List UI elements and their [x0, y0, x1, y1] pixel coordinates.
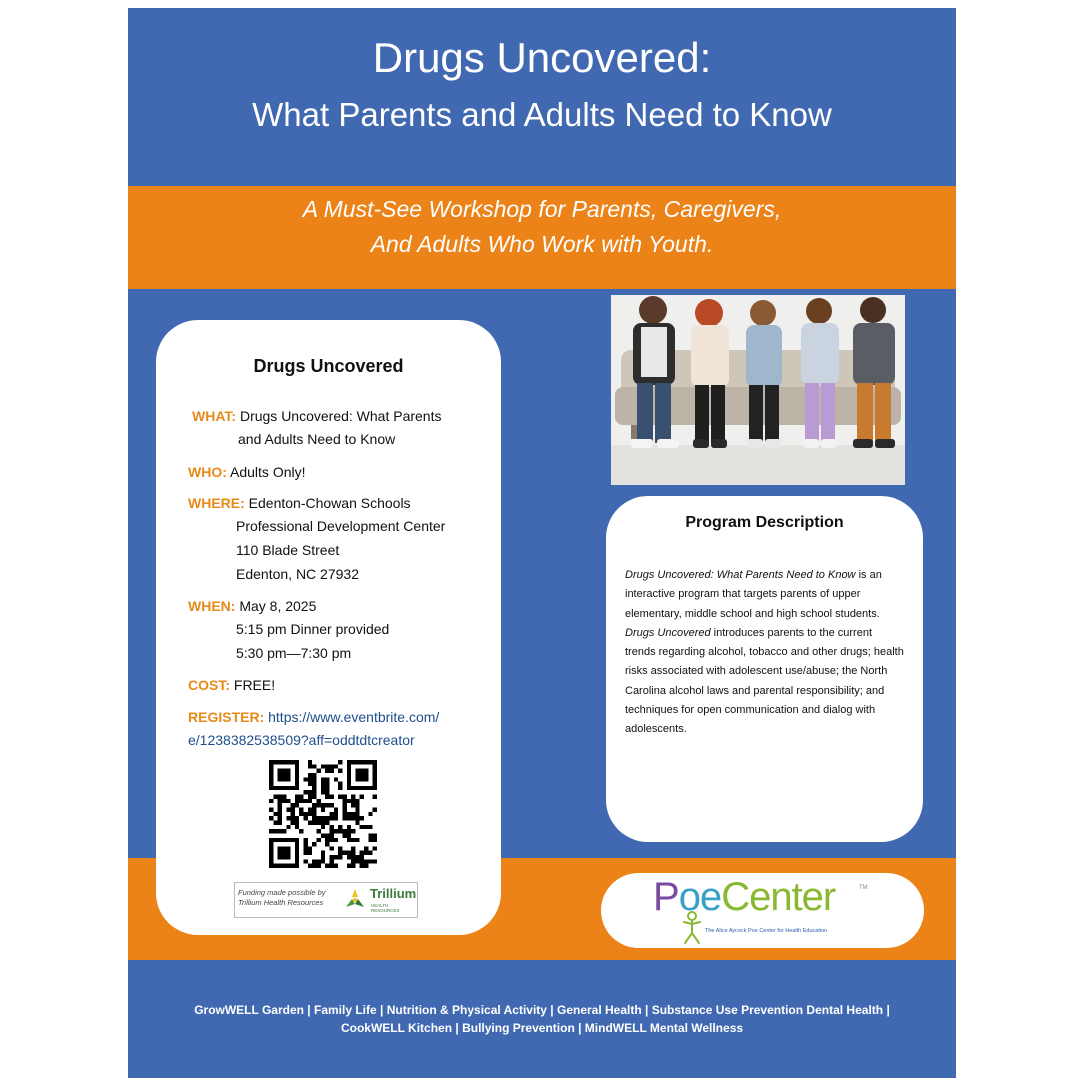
- program-body-emphasis-2: Drugs Uncovered: [625, 626, 711, 639]
- wordmark-oe: oe: [678, 875, 722, 919]
- cost-value: FREE!: [233, 677, 276, 693]
- cost-label: COST:: [188, 677, 230, 693]
- where-value-line-3: 110 Blade Street: [236, 542, 340, 558]
- when-label: WHEN:: [188, 598, 236, 614]
- cost-row: [188, 673, 275, 697]
- funding-text: [238, 888, 326, 908]
- register-label: REGISTER:: [188, 709, 265, 725]
- who-value: Adults Only!: [230, 464, 306, 480]
- when-value: May 8, 2025: [239, 598, 317, 614]
- tagline-banner: [128, 186, 956, 289]
- when-value-line-3: 5:30 pm—7:30 pm: [236, 645, 352, 661]
- program-description-card: [606, 496, 923, 842]
- register-row: [188, 705, 439, 729]
- program-body-text-1: is an interactive program that targets parents of upper elementary, middle school and high school students.: [625, 569, 882, 620]
- footer-programs-line-2: CookWELL Kitchen | Bullying Prevention | MindWELL Mental Wellness: [340, 1021, 744, 1035]
- trillium-logo-name: Trillium: [370, 886, 417, 901]
- event-details-card: [156, 320, 501, 935]
- funding-credit: [234, 882, 418, 918]
- tagline-line-1: A Must-See Workshop for Parents, Caregivers,: [302, 196, 782, 222]
- where-row: [188, 491, 411, 515]
- when-row: [188, 594, 316, 618]
- what-row: [192, 404, 441, 428]
- poe-center-tagline: The Alice Aycock Poe Center for Health Education: [705, 928, 828, 934]
- register-link[interactable]: https://www.eventbrite.com/: [268, 709, 440, 725]
- tagline-line-2: And Adults Who Work with Youth.: [370, 231, 714, 257]
- program-body-text-2: introduces parents to the current trends regarding alcohol, tobacco and other drugs; health risks associated with adolescent use/abuse; the North Carolina alcohol laws and parental responsibility; and techniques for open communication and dialog with adolescents.: [625, 626, 904, 736]
- funding-line-2: Trillium Health Resources: [238, 898, 324, 907]
- trillium-logo-subtitle: HEALTH RESOURCES: [371, 903, 400, 913]
- funding-line-1: Funding made possible by: [238, 888, 326, 897]
- qr-code-icon[interactable]: [269, 760, 377, 868]
- what-label: WHAT:: [192, 408, 237, 424]
- program-title: Program Description: [685, 514, 844, 531]
- wordmark-p: P: [653, 875, 679, 919]
- register-link-line-2[interactable]: e/1238382538509?aff=oddtdtcreator: [188, 732, 415, 748]
- program-body-emphasis-1: Drugs Uncovered: What Parents Need to Know: [625, 569, 856, 581]
- where-value-line-4: Edenton, NC 27932: [236, 566, 359, 582]
- where-value-line-2: Professional Development Center: [236, 518, 446, 534]
- trademark-mark: TM: [859, 885, 868, 891]
- stick-figure-icon: [681, 911, 703, 945]
- where-label: WHERE:: [188, 495, 245, 511]
- program-body: [625, 566, 905, 740]
- page-subtitle: What Parents and Adults Need to Know: [252, 96, 832, 133]
- what-value: Drugs Uncovered: What Parents: [239, 408, 442, 424]
- what-value-line-2: and Adults Need to Know: [238, 431, 396, 447]
- who-label: WHO:: [188, 464, 227, 480]
- who-row: [188, 460, 306, 484]
- wordmark-center: Center: [721, 875, 836, 919]
- page-title: Drugs Uncovered:: [372, 34, 712, 81]
- event-card-title: Drugs Uncovered: [253, 356, 404, 376]
- poe-center-logo: [601, 873, 924, 948]
- footer-programs-line-1: GrowWELL Garden | Family Life | Nutrition & Physical Activity | General Health | Substance Use Prevention Dental Health |: [194, 1003, 890, 1017]
- flyer: [128, 8, 956, 1078]
- where-value: Edenton-Chowan Schools: [248, 495, 411, 511]
- trillium-flower-icon: [343, 887, 367, 911]
- when-value-line-2: 5:15 pm Dinner provided: [236, 621, 390, 637]
- teens-on-couch-photo: [611, 295, 905, 485]
